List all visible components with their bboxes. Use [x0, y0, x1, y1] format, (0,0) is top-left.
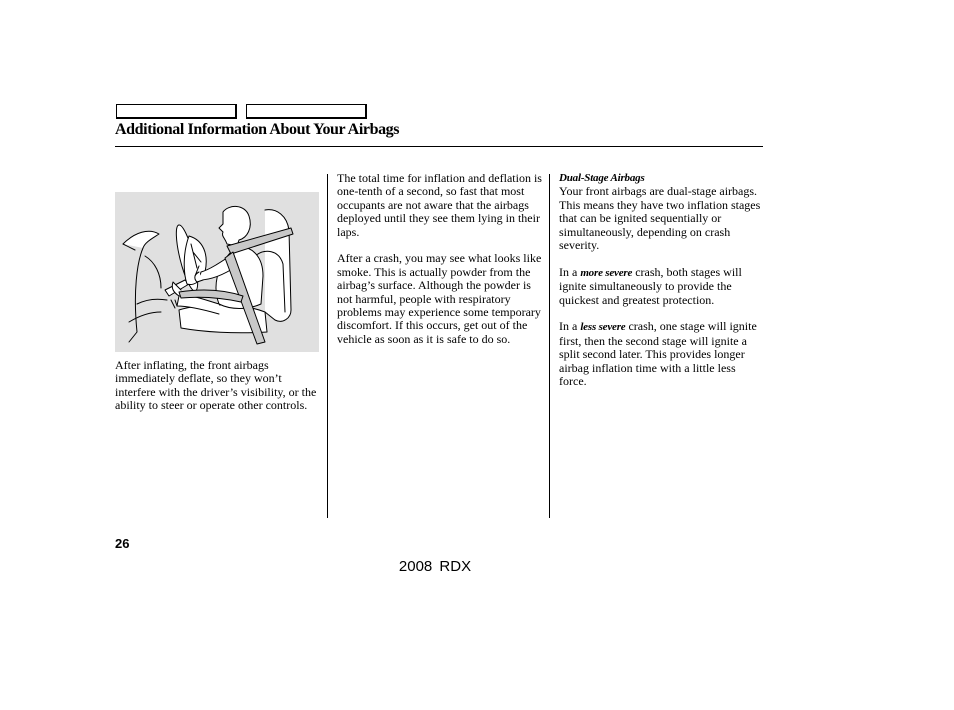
column-1 — [115, 359, 320, 426]
more-severe-text: crash, both stages will ignite simultaneously to provide the quickest and greatest protection. — [559, 264, 742, 307]
page-number: 26 — [115, 536, 130, 551]
more-severe-paragraph — [559, 266, 763, 307]
airbag-deployment-illustration — [115, 192, 319, 352]
less-severe-emphasis: less severe — [580, 321, 626, 334]
footer-model-name: 2008 RDX — [398, 558, 472, 575]
column-divider-2 — [549, 174, 550, 518]
column-2 — [337, 172, 543, 360]
more-severe-prefix: In a — [559, 264, 581, 279]
inflation-time-paragraph: The total time for inflation and deflation is one-tenth of a second, so fast that most occupants are not aware that the airbags deployed until they see them lying in their laps. — [337, 171, 542, 239]
column-3 — [559, 172, 763, 402]
column-divider-1 — [327, 174, 328, 518]
deflation-paragraph: After inflating, the front airbags immediately deflate, so they won’t interfere with the driver’s visibility, or the ability to steer or operate other controls. — [115, 358, 317, 413]
less-severe-text: crash, one stage will ignite first, then the second stage will ignite a split second later. This provides longer airbag inflation time with a little less force. — [559, 319, 757, 389]
nav-tab-box-2[interactable] — [246, 104, 367, 119]
more-severe-emphasis: more severe — [580, 266, 633, 279]
nav-tab-box-1[interactable] — [116, 104, 237, 119]
less-severe-paragraph — [559, 320, 763, 388]
powder-paragraph: After a crash, you may see what looks like smoke. This is actually powder from the airbag’s surface. Although the powder is not harmful, people with respiratory problems may experience some temporary discomfort. If this occurs, get out of the vehicle as soon as it is safe to do so. — [337, 251, 542, 346]
dual-stage-subheading: Dual-Stage Airbags — [559, 172, 645, 184]
page-title: Additional Information About Your Airbags — [115, 121, 400, 138]
less-severe-prefix: In a — [559, 319, 581, 334]
dual-stage-paragraph: Your front airbags are dual-stage airbags. This means they have two inflation stages that can be ignited sequentially or simultaneously, depending on crash severity. — [559, 184, 761, 253]
title-divider — [115, 146, 763, 147]
